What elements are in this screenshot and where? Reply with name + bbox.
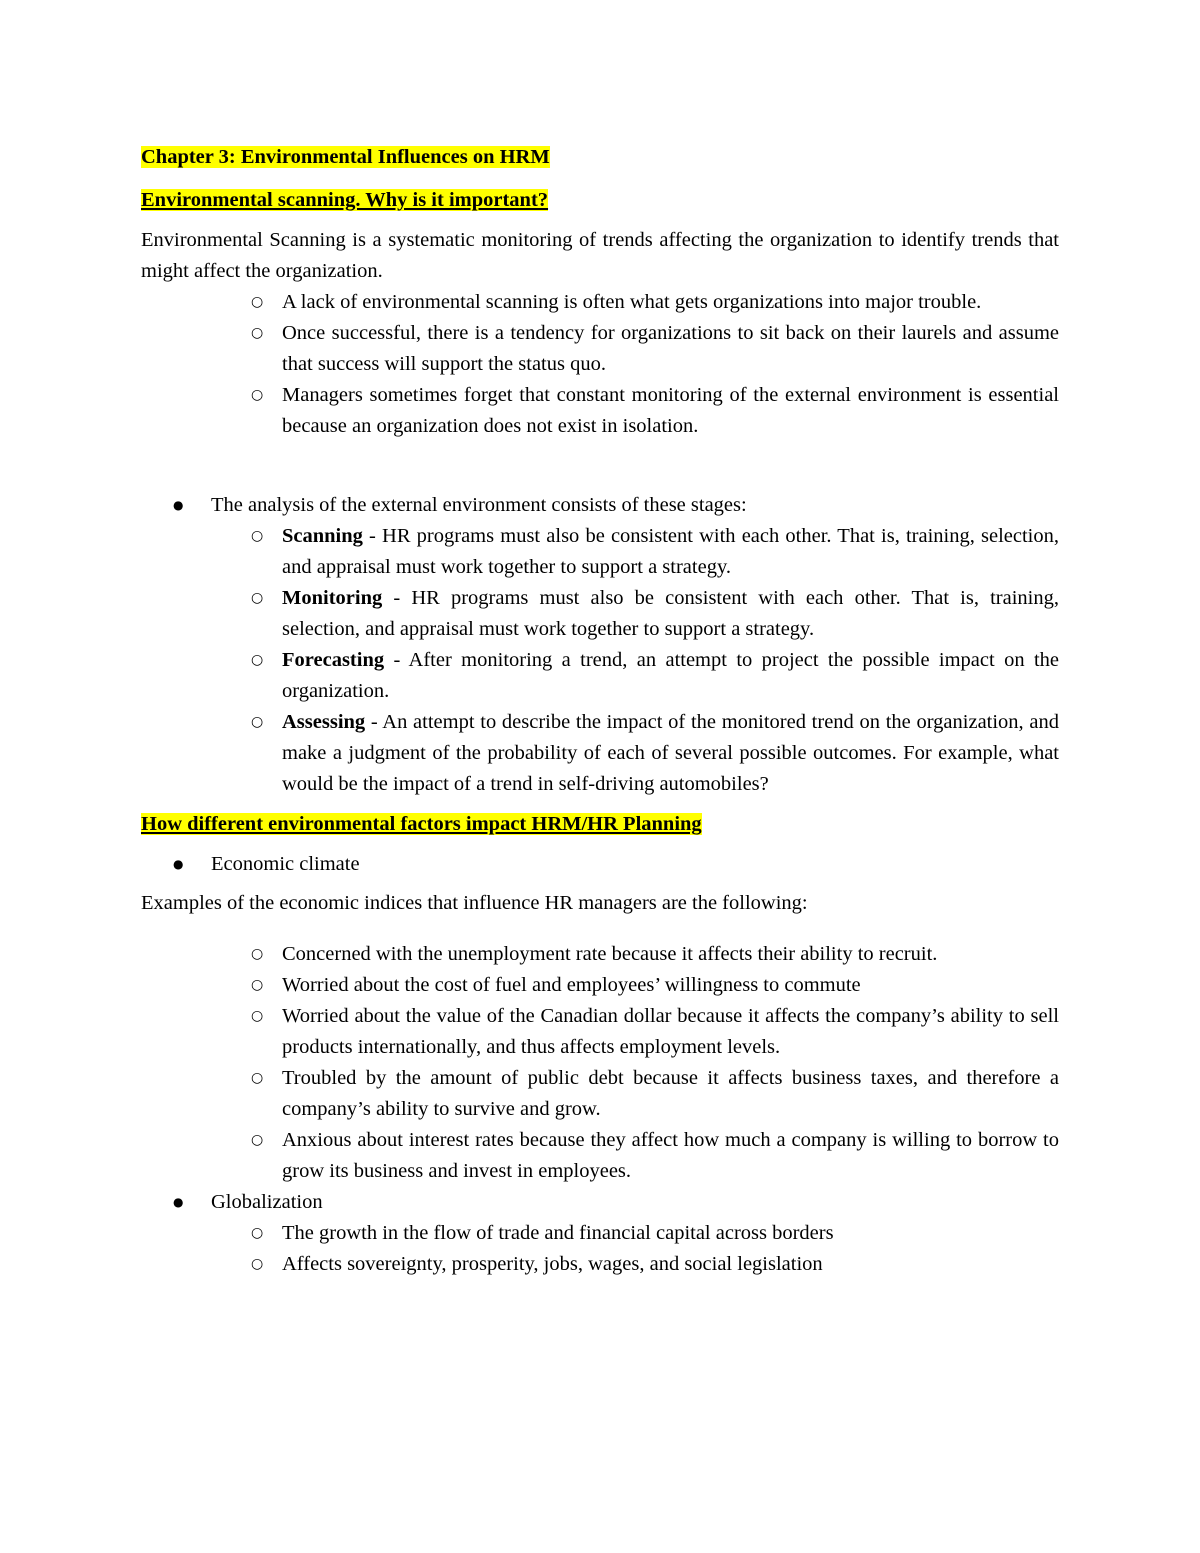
list-item	[251, 380, 1059, 442]
hollow-circle-bullet-icon: ○	[251, 1256, 264, 1272]
hollow-circle-bullet-icon: ○	[251, 1132, 264, 1148]
section-heading-environmental-factors	[141, 808, 1059, 840]
economic-climate-list	[141, 849, 1059, 880]
stage-description: - After monitoring a trend, an attempt to project the possible impact on the organization.	[282, 649, 1059, 702]
section-heading-text: How different environmental factors impact HRM/HR Planning	[141, 813, 702, 835]
stage-term: Monitoring	[282, 587, 383, 609]
list-item	[251, 287, 1059, 318]
list-item-text: The growth in the flow of trade and financial capital across borders	[282, 1222, 834, 1244]
scanning-bullet-list	[141, 287, 1059, 442]
list-item	[251, 1218, 1059, 1249]
filled-dot-bullet-icon: ●	[173, 1195, 184, 1209]
examples-intro-paragraph: Examples of the economic indices that influence HR managers are the following:	[141, 892, 808, 914]
globalization-list	[141, 1187, 1059, 1280]
economic-indices-list	[141, 939, 1059, 1187]
list-item-text: Affects sovereignty, prosperity, jobs, wages, and social legislation	[282, 1253, 823, 1275]
list-item-text: Worried about the cost of fuel and employees’ willingness to commute	[282, 974, 861, 996]
factor-label: Globalization	[211, 1191, 323, 1213]
list-item	[173, 849, 1059, 880]
stages-list	[141, 490, 1059, 800]
spacer	[141, 800, 1059, 808]
factor-label: Economic climate	[211, 853, 360, 875]
intro-paragraph: Environmental Scanning is a systematic monitoring of trends affecting the organization to identify trends that might affect the organization.	[141, 229, 1059, 282]
hollow-circle-bullet-icon: ○	[251, 294, 264, 310]
section-heading-text: Environmental scanning. Why is it important?	[141, 189, 549, 211]
hollow-circle-bullet-icon: ○	[251, 1070, 264, 1086]
stage-term: Scanning	[282, 525, 363, 547]
hollow-circle-bullet-icon: ○	[251, 1008, 264, 1024]
stage-description: - An attempt to describe the impact of the monitored trend on the organization, and make a judgment of the probability of each of several possible outcomes. For example, what would be the impact of a trend in self-driving automobiles?	[282, 711, 1059, 795]
list-item	[251, 1001, 1059, 1063]
list-item-text: Troubled by the amount of public debt because it affects business taxes, and therefore a company’s ability to survive and grow.	[282, 1067, 1059, 1120]
hollow-circle-bullet-icon: ○	[251, 946, 264, 962]
list-item	[251, 1125, 1059, 1187]
list-item	[173, 1187, 1059, 1280]
list-item-text: A lack of environmental scanning is often what gets organizations into major trouble.	[282, 291, 982, 313]
stage-item-scanning	[251, 521, 1059, 583]
stage-item-forecasting	[251, 645, 1059, 707]
list-item-text: Anxious about interest rates because they affect how much a company is willing to borrow to grow its business and invest in employees.	[282, 1129, 1059, 1182]
stage-term: Assessing	[282, 711, 366, 733]
hollow-circle-bullet-icon: ○	[251, 590, 264, 606]
stage-item-monitoring	[251, 583, 1059, 645]
list-item	[251, 939, 1059, 970]
hollow-circle-bullet-icon: ○	[251, 325, 264, 341]
chapter-title	[141, 140, 1059, 174]
hollow-circle-bullet-icon: ○	[251, 1225, 264, 1241]
hollow-circle-bullet-icon: ○	[251, 652, 264, 668]
list-item	[251, 1249, 1059, 1280]
stage-description: - HR programs must also be consistent with each other. That is, training, selection, and appraisal must work together to support a strategy.	[282, 587, 1059, 640]
spacer	[141, 919, 1059, 939]
list-item-text: Managers sometimes forget that constant monitoring of the external environment is essential because an organization does not exist in isolation.	[282, 384, 1059, 437]
list-item	[251, 970, 1059, 1001]
filled-dot-bullet-icon: ●	[173, 857, 184, 871]
spacer	[141, 442, 1059, 490]
stages-intro-text: The analysis of the external environment consists of these stages:	[211, 494, 747, 516]
filled-dot-bullet-icon: ●	[173, 498, 184, 512]
chapter-title-text: Chapter 3: Environmental Influences on HRM	[141, 146, 550, 168]
list-item-text: Once successful, there is a tendency for organizations to sit back on their laurels and assume that success will support the status quo.	[282, 322, 1059, 375]
list-item	[251, 1063, 1059, 1125]
list-item	[173, 490, 1059, 800]
stage-item-assessing	[251, 707, 1059, 800]
spacer	[141, 880, 1059, 888]
hollow-circle-bullet-icon: ○	[251, 387, 264, 403]
hollow-circle-bullet-icon: ○	[251, 528, 264, 544]
stage-description: - HR programs must also be consistent with each other. That is, training, selection, and appraisal must work together to support a strategy.	[282, 525, 1059, 578]
hollow-circle-bullet-icon: ○	[251, 977, 264, 993]
stage-term: Forecasting	[282, 649, 385, 671]
section-heading-environmental-scanning	[141, 184, 1059, 216]
list-item	[251, 318, 1059, 380]
list-item-text: Worried about the value of the Canadian dollar because it affects the company’s ability to sell products internationally, and thus affects employment levels.	[282, 1005, 1059, 1058]
stages-sublist	[211, 521, 1059, 800]
hollow-circle-bullet-icon: ○	[251, 714, 264, 730]
globalization-sublist	[211, 1218, 1059, 1280]
list-item-text: Concerned with the unemployment rate because it affects their ability to recruit.	[282, 943, 938, 965]
